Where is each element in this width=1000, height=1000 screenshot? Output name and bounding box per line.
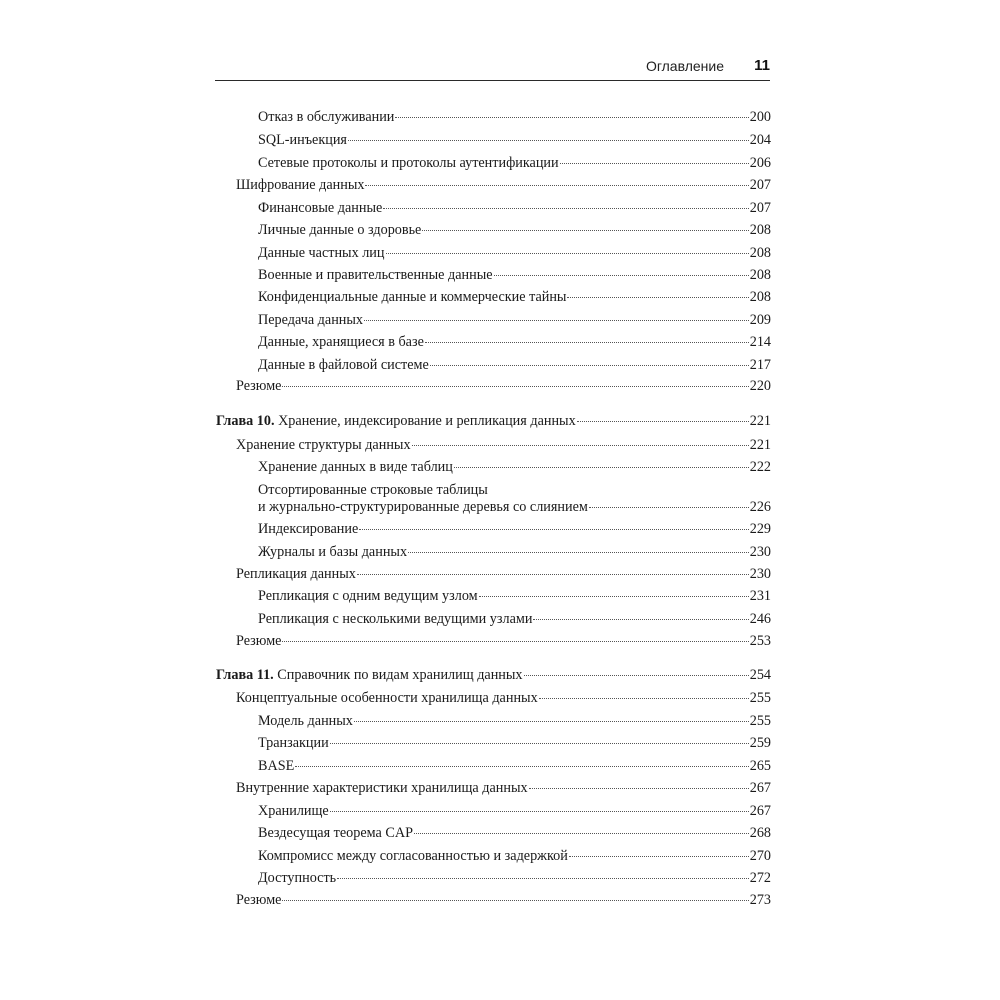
toc-entry-title: Данные частных лиц: [258, 245, 385, 261]
dot-leader: [567, 297, 748, 298]
dot-leader: [454, 467, 749, 468]
dot-leader: [337, 878, 749, 879]
toc-entry[interactable]: [216, 689, 771, 707]
toc-entry[interactable]: [216, 176, 771, 194]
dot-leader: [357, 574, 749, 575]
toc-entry-page: 246: [749, 611, 771, 627]
dot-leader: [425, 342, 749, 343]
dot-leader: [422, 230, 748, 231]
dot-leader: [348, 140, 749, 141]
toc-entry[interactable]: [216, 847, 771, 865]
dot-leader: [359, 529, 748, 530]
toc-entry-title: Конфиденциальные данные и коммерческие тайны: [258, 289, 567, 305]
toc-entry[interactable]: [216, 199, 771, 217]
toc-entry-page: 217: [749, 357, 771, 373]
toc-entry-page: 222: [749, 459, 771, 475]
dot-leader: [365, 185, 748, 186]
toc-entry-title: Репликация с одним ведущим узлом: [258, 588, 478, 604]
toc-entry-title: Компромисс между согласованностью и задержкой: [258, 848, 568, 864]
toc-entry-title: Репликация с несколькими ведущими узлами: [258, 611, 533, 627]
toc-entry[interactable]: [216, 543, 771, 561]
dot-leader: [430, 365, 749, 366]
dot-leader: [539, 698, 749, 699]
toc-entry[interactable]: [216, 311, 771, 329]
toc-entry[interactable]: [216, 458, 771, 476]
toc-entry[interactable]: [216, 712, 771, 730]
toc-entry-page: 206: [749, 155, 771, 171]
toc-entry-title: Вездесущая теорема CAP: [258, 825, 413, 841]
toc-entry-page: 221: [749, 413, 771, 429]
toc-entry-page: 255: [749, 713, 771, 729]
toc-entry-page: 221: [749, 437, 771, 453]
toc-entry-page: 204: [749, 132, 771, 148]
toc-entry-title: Резюме: [236, 633, 282, 649]
toc-entry-title: Данные в файловой системе: [258, 357, 429, 373]
toc-entry[interactable]: [216, 610, 771, 628]
dot-leader: [529, 788, 749, 789]
dot-leader: [282, 641, 748, 642]
toc-entry-page: 229: [749, 521, 771, 537]
toc-entry[interactable]: [216, 498, 771, 516]
dot-leader: [354, 721, 749, 722]
dot-leader: [408, 552, 749, 553]
toc-entry[interactable]: [216, 520, 771, 538]
toc-entry-page: 226: [749, 499, 771, 515]
toc-entry-page: 230: [749, 544, 771, 560]
dot-leader: [295, 766, 748, 767]
toc-entry[interactable]: [216, 869, 771, 887]
toc-entry-page: 267: [749, 780, 771, 796]
toc-entry-title: Хранение структуры данных: [236, 437, 411, 453]
dot-leader: [569, 856, 749, 857]
toc-entry-page: 265: [749, 758, 771, 774]
toc-entry-title: Шифрование данных: [236, 177, 365, 193]
toc-entry-page: 208: [749, 289, 771, 305]
toc-entry[interactable]: [216, 757, 771, 775]
toc-entry-title: Резюме: [236, 892, 282, 908]
toc-entry[interactable]: [216, 565, 771, 583]
toc-entry-page: 272: [749, 870, 771, 886]
toc-entry[interactable]: [216, 244, 771, 262]
chapter-title: Справочник по видам хранилищ данных: [277, 667, 523, 683]
page-number: 11: [754, 57, 770, 74]
toc-entry-title: Передача данных: [258, 312, 363, 328]
dot-leader: [383, 208, 748, 209]
running-title: Оглавление: [645, 58, 724, 74]
dot-leader: [589, 507, 749, 508]
page-header: [215, 58, 770, 81]
dot-leader: [395, 117, 748, 118]
dot-leader: [282, 900, 748, 901]
toc-entry-page: 254: [749, 667, 771, 683]
toc-chapter-entry[interactable]: [216, 666, 771, 684]
toc-entry-page: 214: [749, 334, 771, 350]
toc-entry[interactable]: [216, 377, 771, 395]
dot-leader: [494, 275, 749, 276]
toc-entry[interactable]: [216, 131, 771, 149]
toc-entry-title: Личные данные о здоровье: [258, 222, 422, 238]
dot-leader: [386, 253, 749, 254]
toc-entry-title: Военные и правительственные данные: [258, 267, 493, 283]
dot-leader: [524, 675, 749, 676]
toc-entry-title: Концептуальные особенности хранилища данных: [236, 690, 538, 706]
chapter-label: Глава 10.: [216, 413, 275, 429]
toc-entry-page: 267: [749, 803, 771, 819]
toc-entry-page: 208: [749, 222, 771, 238]
toc-entry[interactable]: [216, 356, 771, 374]
toc-entry-title: Индексирование: [258, 521, 359, 537]
toc-entry-title: Внутренние характеристики хранилища данных: [236, 780, 528, 796]
dot-leader: [533, 619, 748, 620]
dot-leader: [282, 386, 748, 387]
toc-entry-title: и журнально-структурированные деревья со слиянием: [258, 499, 588, 515]
toc-entry[interactable]: [216, 154, 771, 172]
dot-leader: [577, 421, 749, 422]
toc-entry[interactable]: [216, 266, 771, 284]
toc-entry[interactable]: [216, 333, 771, 351]
chapter-label: Глава 11.: [216, 667, 274, 683]
toc-entry-title: Хранение данных в виде таблиц: [258, 459, 453, 475]
toc-entry[interactable]: [216, 436, 771, 454]
dot-leader: [330, 811, 749, 812]
toc-entry-title: Хранилище: [258, 803, 329, 819]
toc-entry[interactable]: [216, 734, 771, 752]
toc-entry-title: Транзакции: [258, 735, 329, 751]
toc-entry-page: 231: [749, 588, 771, 604]
toc-entry-title: [216, 412, 576, 430]
toc-entry-title: Сетевые протоколы и протоколы аутентификации: [258, 155, 559, 171]
toc-entry[interactable]: [216, 891, 771, 909]
dot-leader: [412, 445, 749, 446]
toc-entry-title: Журналы и базы данных: [258, 544, 408, 560]
chapter-title: Хранение, индексирование и репликация данных: [278, 413, 576, 429]
toc-entry[interactable]: [216, 779, 771, 797]
dot-leader: [364, 320, 749, 321]
toc-entry[interactable]: [216, 108, 771, 126]
toc-entry-title: Отказ в обслуживании: [258, 109, 395, 125]
dot-leader: [479, 596, 749, 597]
dot-leader: [330, 743, 749, 744]
toc-entry-title: Доступность: [258, 870, 337, 886]
toc-entry[interactable]: [216, 221, 771, 239]
dot-leader: [414, 833, 749, 834]
toc-entry-title-line1[interactable]: Отсортированные строковые таблицы: [258, 482, 488, 498]
toc-entry-title: BASE: [258, 758, 295, 774]
toc-entry-title: SQL-инъекция: [258, 132, 347, 148]
toc-entry[interactable]: [216, 587, 771, 605]
toc-entry[interactable]: [216, 824, 771, 842]
toc-entry-title: Финансовые данные: [258, 200, 383, 216]
toc-entry-page: 230: [749, 566, 771, 582]
toc-entry-page: 259: [749, 735, 771, 751]
toc-entry-page: 200: [749, 109, 771, 125]
toc-entry-page: 207: [749, 177, 771, 193]
dot-leader: [560, 163, 749, 164]
toc-entry[interactable]: [216, 802, 771, 820]
toc-entry-title: Резюме: [236, 378, 282, 394]
toc-entry[interactable]: [216, 288, 771, 306]
toc-entry-title: Модель данных: [258, 713, 353, 729]
toc-entry-page: 208: [749, 267, 771, 283]
toc-entry[interactable]: [216, 632, 771, 650]
toc-chapter-entry[interactable]: [216, 412, 771, 430]
toc-entry-page: 208: [749, 245, 771, 261]
toc-entry-title: [216, 666, 523, 684]
toc-entry-page: 255: [749, 690, 771, 706]
toc-entry-title: Данные, хранящиеся в базе: [258, 334, 424, 350]
toc-entry-page: 253: [749, 633, 771, 649]
toc-entry-page: 270: [749, 848, 771, 864]
toc-entry-title: Репликация данных: [236, 566, 356, 582]
toc-entry-page: 220: [749, 378, 771, 394]
toc-entry-page: 273: [749, 892, 771, 908]
toc-entry-page: 268: [749, 825, 771, 841]
toc-entry-page: 207: [749, 200, 771, 216]
toc-entry-page: 209: [749, 312, 771, 328]
